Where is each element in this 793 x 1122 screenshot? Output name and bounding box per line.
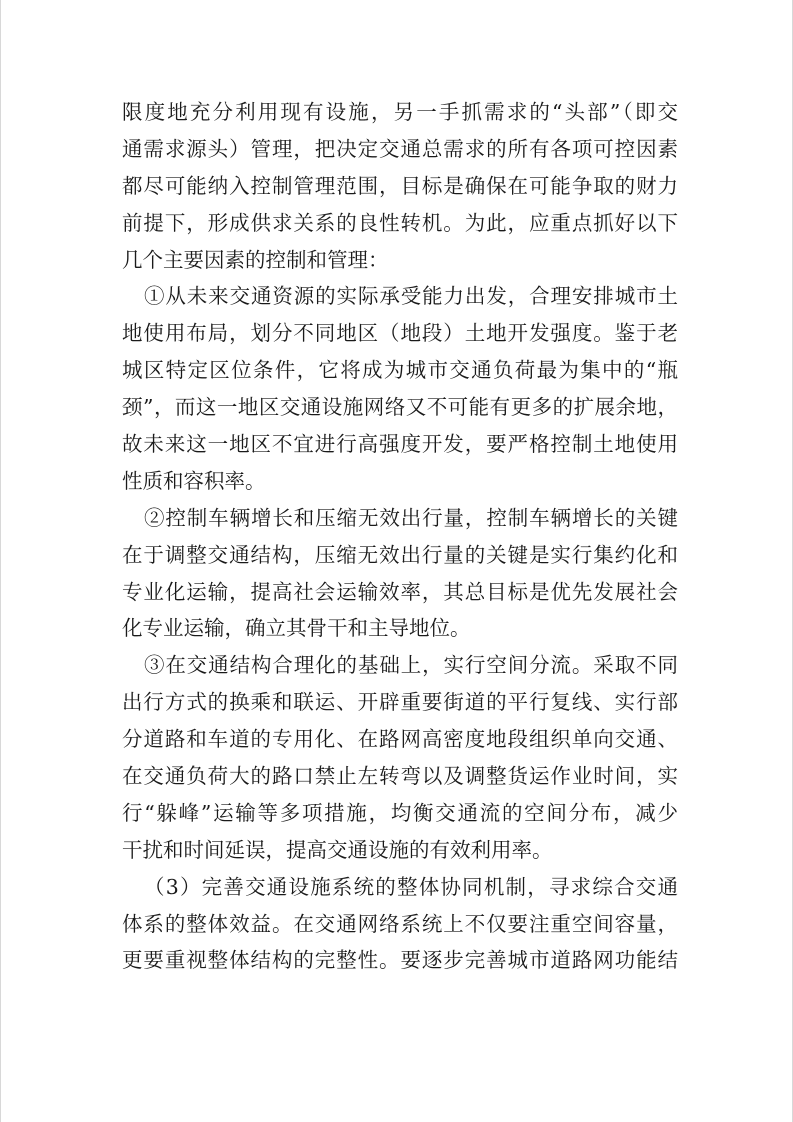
text-line: 故未来这一地区不宜进行高强度开发，要严格控制土地使用 (122, 432, 678, 457)
text-line: 城区特定区位条件，它将成为城市交通负荷最为集中的“瓶 (122, 358, 678, 383)
text-line: 干扰和时间延误，提高交通设施的有效利用率。 (122, 837, 553, 862)
text-line: 在于调整交通结构，压缩无效出行量的关键是实行集约化和 (122, 542, 678, 567)
text-line: ③在交通结构合理化的基础上，实行空间分流。采取不同 (144, 653, 678, 678)
text-line: 都尽可能纳入控制管理范围，目标是确保在可能争取的财力 (122, 173, 678, 198)
text-line: 更要重视整体结构的完整性。要逐步完善城市道路网功能结 (122, 948, 678, 973)
text-line: 通需求源头）管理，把决定交通总需求的所有各项可控因素 (122, 136, 678, 161)
text-line: 在交通负荷大的路口禁止左转弯以及调整货运作业时间，实 (122, 764, 678, 789)
text-line: 体系的整体效益。在交通网络系统上不仅要注重空间容量， (122, 911, 678, 936)
text-line: 几个主要因素的控制和管理： (122, 247, 389, 272)
text-line: 分道路和车道的专用化、在路网高密度地段组织单向交通、 (122, 727, 678, 752)
text-line: 地使用布局，划分不同地区（地段）土地开发强度。鉴于老 (122, 321, 678, 346)
text-line: 专业化运输，提高社会运输效率，其总目标是优先发展社会 (122, 579, 678, 604)
text-line: 限度地充分利用现有设施，另一手抓需求的“头部”（即交 (122, 100, 678, 124)
text-line: 出行方式的换乘和联运、开辟重要街道的平行复线、实行部 (122, 690, 678, 715)
text-line: 性质和容积率。 (122, 468, 266, 493)
text-line: ②控制车辆增长和压缩无效出行量，控制车辆增长的关键 (144, 505, 678, 530)
text-line: 行“躲峰”运输等多项措施，均衡交通流的空间分布，减少 (122, 800, 678, 825)
body-text (122, 94, 678, 979)
text-line: 前提下，形成供求关系的良性转机。为此，应重点抓好以下 (122, 210, 678, 235)
text-line: （3）完善交通设施系统的整体协同机制，寻求综合交通 (144, 874, 678, 899)
text-line: 化专业运输，确立其骨干和主导地位。 (122, 616, 471, 641)
text-line: ①从未来交通资源的实际承受能力出发，合理安排城市土 (144, 284, 678, 309)
text-line: 颈”，而这一地区交通设施网络又不可能有更多的扩展余地， (122, 395, 678, 420)
